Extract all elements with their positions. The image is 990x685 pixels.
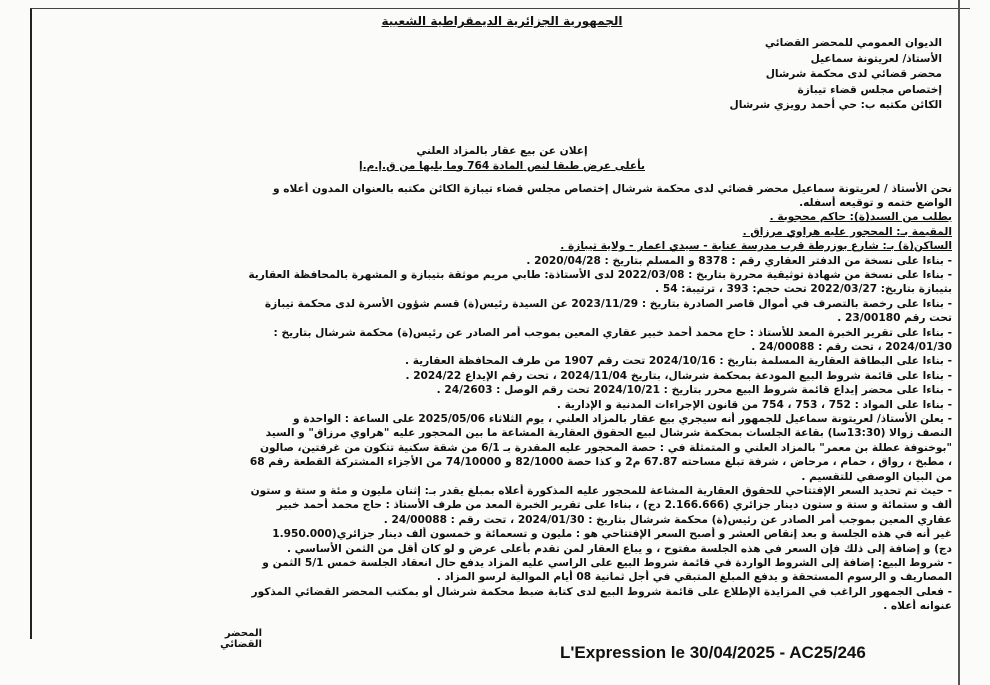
republic-title: الجمهورية الجزائرية الديمقراطية الشعبية: [381, 14, 623, 28]
body-line: غير أنه في هذه الجلسة و بعد إنقاص العشر و أصبح السعر الإفتتاحي هو : مليون و تسعمائة و خمسون ألف دينار جزائري(1.950.000: [272, 528, 952, 541]
body-line: المقيمة بـ: المحجور عليه هراوي مرزاق .: [742, 225, 952, 238]
body-line: عنوانه أعلاه .: [883, 600, 952, 613]
body-line: "بوخنوفة عطلة بن معمر" بالمزاد العلني و المتمثلة في : حصة المحجور عليه المقدرة بـ 6/1 من شقة سكنية تتكون من غرفتين، صالون: [259, 441, 952, 454]
header-line: الأستاذ/ لعريتونة سماعيل: [810, 52, 942, 65]
body-line: بتيبازة بتاريخ: 2022/03/27 تحت حجم: 393 ، ترتيبة: 54 .: [655, 283, 952, 296]
body-line: - يعلن الأستاذ/ لعريتونة سماعيل للجمهور أنه سيجري بيع عقار بالمزاد العلني ، يوم الثلاثاء 2025/05/06 على الساعة : الواحدة و: [292, 413, 952, 425]
body-line: - بناءا على تقرير الخبرة المعد للأستاذ : حاج محمد أحمد خبير عقاري المعين بموجب أمر الصادر عن رئيس(ة) محكمة شرشال بتاريخ :: [273, 326, 952, 339]
body-line: نحن الأستاذ / لعريتونة سماعيل محضر قضائي لدى محكمة شرشال إختصاص مجلس قضاء تيبازة الكائن مكتبه بالعنوان المدون أعلاه و: [272, 182, 952, 195]
newspaper-footer: L'Expression le 30/04/2025 - AC25/246: [560, 643, 866, 662]
body-line: - بناءا على المواد : 752 ، 753 ، 754 من قانون الإجراءات المدنية و الإدارية .: [556, 398, 952, 411]
header-line: إختصاص مجلس قضاء تيبازة: [797, 83, 942, 96]
body-line: ، مطبخ ، رواق ، حمام ، مرحاض ، شرفة تبلغ مساحته 67.87 م2 و كذا حصة 82/1000 و 74/10000 من الأجزاء المشتركة القطعة رقم 68: [249, 456, 952, 469]
body-line: 2024/01/30 ، تحت رقم : 24/00088 .: [751, 340, 952, 353]
body-line: المصاريف و الرسوم المستحقة و يدفع المبلغ المتبقي في أجل ثمانية 08 أيام الموالية لرسو المزاد .: [436, 571, 952, 584]
body-line: عقاري المعين بموجب أمر الصادر عن رئيس(ة) محكمة شرشال بتاريخ : 2024/01/30 ، تحت رقم : 24/00088 .: [383, 513, 952, 526]
body-line: - بناءا على قائمة شروط البيع المودعة بمحكمة شرشال، بتاريخ 2024/11/04 ، تحت رقم الإيداع 2024/22 .: [405, 369, 952, 382]
body-line: - بناءا على رخصة بالتصرف في أموال قاصر الصادرة بتاريخ : 2023/11/29 عن السيدة رئيس(ة) قسم شؤون الأسرة لدى محكمة تيبازة: [264, 297, 952, 310]
body-line: الواضع ختمه و توقيعه أسفله.: [799, 196, 952, 209]
body-line: الساكن(ة) بـ: شارع بوزرطة قرب مدرسة عنابة - سيدي اعمار - ولاية تيبازة .: [560, 240, 952, 253]
office-header: [52, 36, 952, 114]
notice-title-line: إعلان عن بيع عقار بالمزاد العلني: [416, 144, 588, 157]
body-line: بطلب من السيد(ة): حاكم محجوبة .: [769, 211, 952, 224]
body-line: دج) و إضافة إلى ذلك فإن السعر في هذه الجلسة مفتوح ، و يباع العقار لمن تقدم بأعلى عرض و لو كان أقل من الثمن الأساسي .: [286, 542, 952, 555]
body-line: النصف زوالا (13:30سا) بقاعة الجلسات بمحكمة شرشال لبيع الحقوق العقارية المشاعة ما بين المحجور عليه "هراوي مرزاق" و السيد: [265, 427, 952, 440]
notice-title-line: بأعلى عرض طبقا لنص المادة 764 وما يليها من ق.إ.م.إ: [358, 159, 646, 172]
body-line: - حيث تم تحديد السعر الإفتتاحي للحقوق العقارية المشاعة للمحجور عليه المذكورة أعلاه بمبلغ يقدر بـ: إثنان مليون و مئة و ستة و ستون: [250, 485, 952, 498]
header-line: محضر قضائي لدى محكمة شرشال: [765, 68, 942, 80]
body-line: تحت رقم 23/00180 .: [837, 312, 952, 325]
body-line: - شروط البيع: إضافة إلى الشروط الواردة في قائمة شروط البيع على الراسي عليه المزاد يدفع حال انعقاد الجلسة خمس 5/1 الثمن و: [262, 557, 952, 570]
notice-body: [52, 182, 952, 614]
legal-notice: [52, 10, 952, 650]
header-line: الكائن مكتبه ب: حي أحمد رويزي شرشال: [729, 99, 942, 111]
signature-line: المحضر: [224, 627, 262, 639]
signature-line: القضائي: [220, 638, 262, 650]
notice-title: [52, 144, 952, 174]
body-line: ألف و ستمائة و ستة و ستون دينار جزائري (2.166.666 دج) ، بناءا على تقرير الخبرة المعد من طرف الأستاذ : حاج محمد أحمد خبير: [276, 499, 952, 512]
body-line: - بناءا على نسخة من الدفتر العقاري رقم : 8378 و المسلم بتاريخ : 2020/04/28 .: [526, 254, 952, 267]
body-line: - فعلى الجمهور الراغب في المزايدة الإطلاع على قائمة شروط البيع لدى كتابة ضبط محكمة شرشال أو بمكتب المحضر القضائي المذكور: [251, 585, 952, 598]
body-line: - بناءا على محضر إيداع قائمة شروط البيع محرر بتاريخ : 2024/10/21 تحت رقم الوصل : 24/2603 .: [436, 384, 952, 397]
body-line: - بناءا على نسخة من شهادة توثيقية محررة بتاريخ : 2022/03/08 لدى الأستاذة: طابي مريم موثقة بتيبازة و المشهرة بالمحافظة العقارية: [248, 268, 952, 281]
header-line: الديوان العمومي للمحضر القضائي: [764, 37, 942, 49]
body-line: - بناءا على البطاقة العقارية المسلمة بتاريخ : 2024/10/16 تحت رقم 1907 من طرف المحافظة العقارية .: [405, 355, 952, 368]
page-edge: [958, 0, 960, 685]
body-line: من البيان الوصفي للتقسيم .: [801, 470, 952, 483]
